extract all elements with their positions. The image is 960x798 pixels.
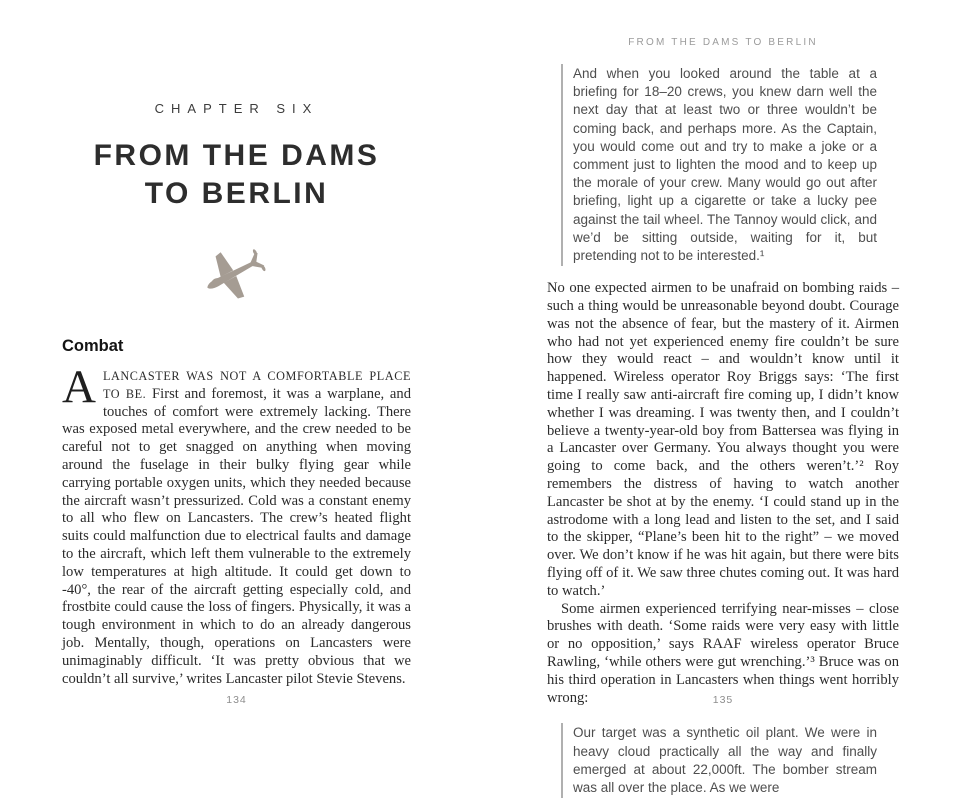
chapter-title-line2: TO BERLIN [144, 177, 329, 210]
chapter-title [62, 137, 411, 213]
drop-cap: A [62, 361, 96, 413]
lead-small-caps: LANCASTER WAS NOT A COMFORTABLE PLACE TO BE. [102, 369, 411, 401]
paragraph-text: First and foremost, it was a warplane, and touches of comfort were extremely lacking. There was exposed metal everywhere, and the crew needed to be careful not to get snagged on anything when moving around the fuselage in their bulky flying gear while carrying portable oxygen units, which they needed because the aircraft wasn’t pressurized. Cold was a constant enemy to all who flew on Lancasters. The crew’s heated flight suits could malfunction due to electrical faults and damage to the aircraft, which left them vulnerable to the extremely low temperatures at high altitude. It could get down to -40°, the rear of the aircraft getting especially cold, and frostbite could cause the loss of fingers. Physically, it was a tough environment in which to do an already dangerous job. Mentally, though, operations on Lancasters were unimaginably difficult. ‘It was pretty obvious that we couldn’t all survive,’ writes Lancaster pilot Stevie Stevens. [62, 385, 411, 687]
chapter-title-line1: FROM THE DAMS [93, 139, 380, 172]
block-quote-briefing: And when you looked around the table at a briefing for 18–20 crews, you knew darn well the next day that at least two or three wouldn’t be coming back, and perhaps more. As the Captain, you would come out and try to make a joke or a comment just to lighten the mood and to keep up the morale of your crew. Many would go out after briefing, light up a cigarette or take a lucky pee against the tail wheel. The Tannoy would click, and we’d be sitting outside, waiting for it, but pretending not to be interested.¹ [561, 64, 877, 266]
running-header: FROM THE DAMS TO BERLIN [628, 37, 818, 48]
left-page [62, 0, 411, 734]
page-number-left: 134 [226, 694, 247, 706]
lancaster-plane-icon [62, 243, 411, 301]
paragraph-near-misses: Some airmen experienced terrifying near-misses – close brushes with death. ‘Some raids were very easy with little or no opposition,’ says RAAF wireless operator Bruce Rawling, ‘while others were gut wrenching.’³ Bruce was on his third operation in Lancasters when things went horribly wrong: [547, 600, 899, 706]
chapter-label: CHAPTER SIX [154, 101, 319, 116]
paragraph-combat-intro [62, 361, 411, 688]
section-heading-combat: Combat [62, 337, 124, 355]
page-number-right: 135 [712, 694, 734, 706]
paragraph-courage: No one expected airmen to be unafraid on bombing raids – such a thing would be unreasonable beyond doubt. Courage was not the absence of fear, but the mastery of it. Airmen who had not yet experienced enemy fire couldn’t be sure how they would react – and wouldn’t know until it happened. Wireless operator Roy Briggs says: ‘The first time I really saw anti-aircraft fire coming up, I didn’t know whether I was dreaming. I was twenty then, and I couldn’t believe a twenty-year-old boy from Battersea was flying in a Lancaster over Germany. You always thought you were going to come back, and the others weren’t.’² Roy remembers the distress of having to watch another Lancaster be shot at by the enemy. ‘I could stand up in the astrodome with a long lead and listen to the set, and I said to the skipper, “Plane’s been hit to the right” – we moved over. We don’t know if he was hit again, but there were bits flying off of it. We saw three chutes coming out. It was hard to watch.’ [547, 280, 899, 599]
right-page [547, 0, 899, 795]
block-quote-oil-plant: Our target was a synthetic oil plant. We were in heavy cloud practically all the way and finally emerged at about 22,000ft. The bomber stream was all over the place. As we were [561, 723, 877, 798]
